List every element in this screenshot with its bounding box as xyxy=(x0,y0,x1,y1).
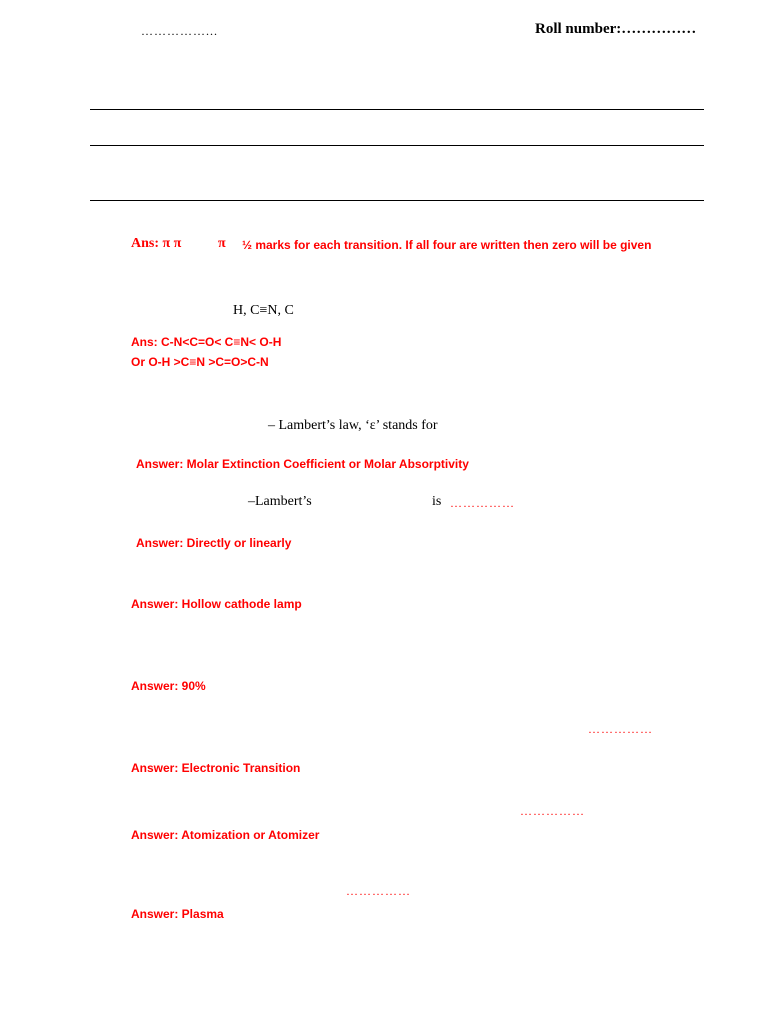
divider-line-2 xyxy=(90,145,704,146)
q9-blank-dots: …………… xyxy=(346,884,411,898)
q6-answer: Answer: 90% xyxy=(131,679,206,693)
q8-blank-dots: …………… xyxy=(520,804,585,818)
q9-answer: Answer: Plasma xyxy=(131,907,224,921)
q4-answer: Answer: Directly or linearly xyxy=(136,536,292,550)
divider-line-3 xyxy=(90,200,704,201)
q1-answer-pi: π xyxy=(218,236,226,251)
q7-blank-dots: …………… xyxy=(588,722,653,736)
q4-question-part-2: is xyxy=(432,494,442,509)
q3-question-text: – Lambert’s law, ‘ε’ stands for xyxy=(268,418,438,433)
q8-answer: Answer: Atomization or Atomizer xyxy=(131,828,320,842)
divider-line-1 xyxy=(90,109,704,110)
q7-answer: Answer: Electronic Transition xyxy=(131,761,301,775)
name-blank: ……………... xyxy=(141,24,218,38)
q1-marking-note: ½ marks for each transition. If all four are written then zero will be given xyxy=(242,238,652,252)
q4-question-part-1: –Lambert’s xyxy=(248,494,312,509)
q2-answer-line-2: Or O-H >C≡N >C=O>C-N xyxy=(131,355,269,369)
q5-answer: Answer: Hollow cathode lamp xyxy=(131,597,302,611)
roll-number-label: Roll number:…………… xyxy=(535,21,697,37)
q2-question-text: H, C≡N, C xyxy=(233,303,294,318)
q1-answer-label: Ans: π π xyxy=(131,236,182,251)
q3-answer: Answer: Molar Extinction Coefficient or Molar Absorptivity xyxy=(136,457,469,471)
q2-answer-line-1: Ans: C-N<C=O< C≡N< O-H xyxy=(131,335,282,349)
q4-blank-dots: …………… xyxy=(450,496,515,510)
